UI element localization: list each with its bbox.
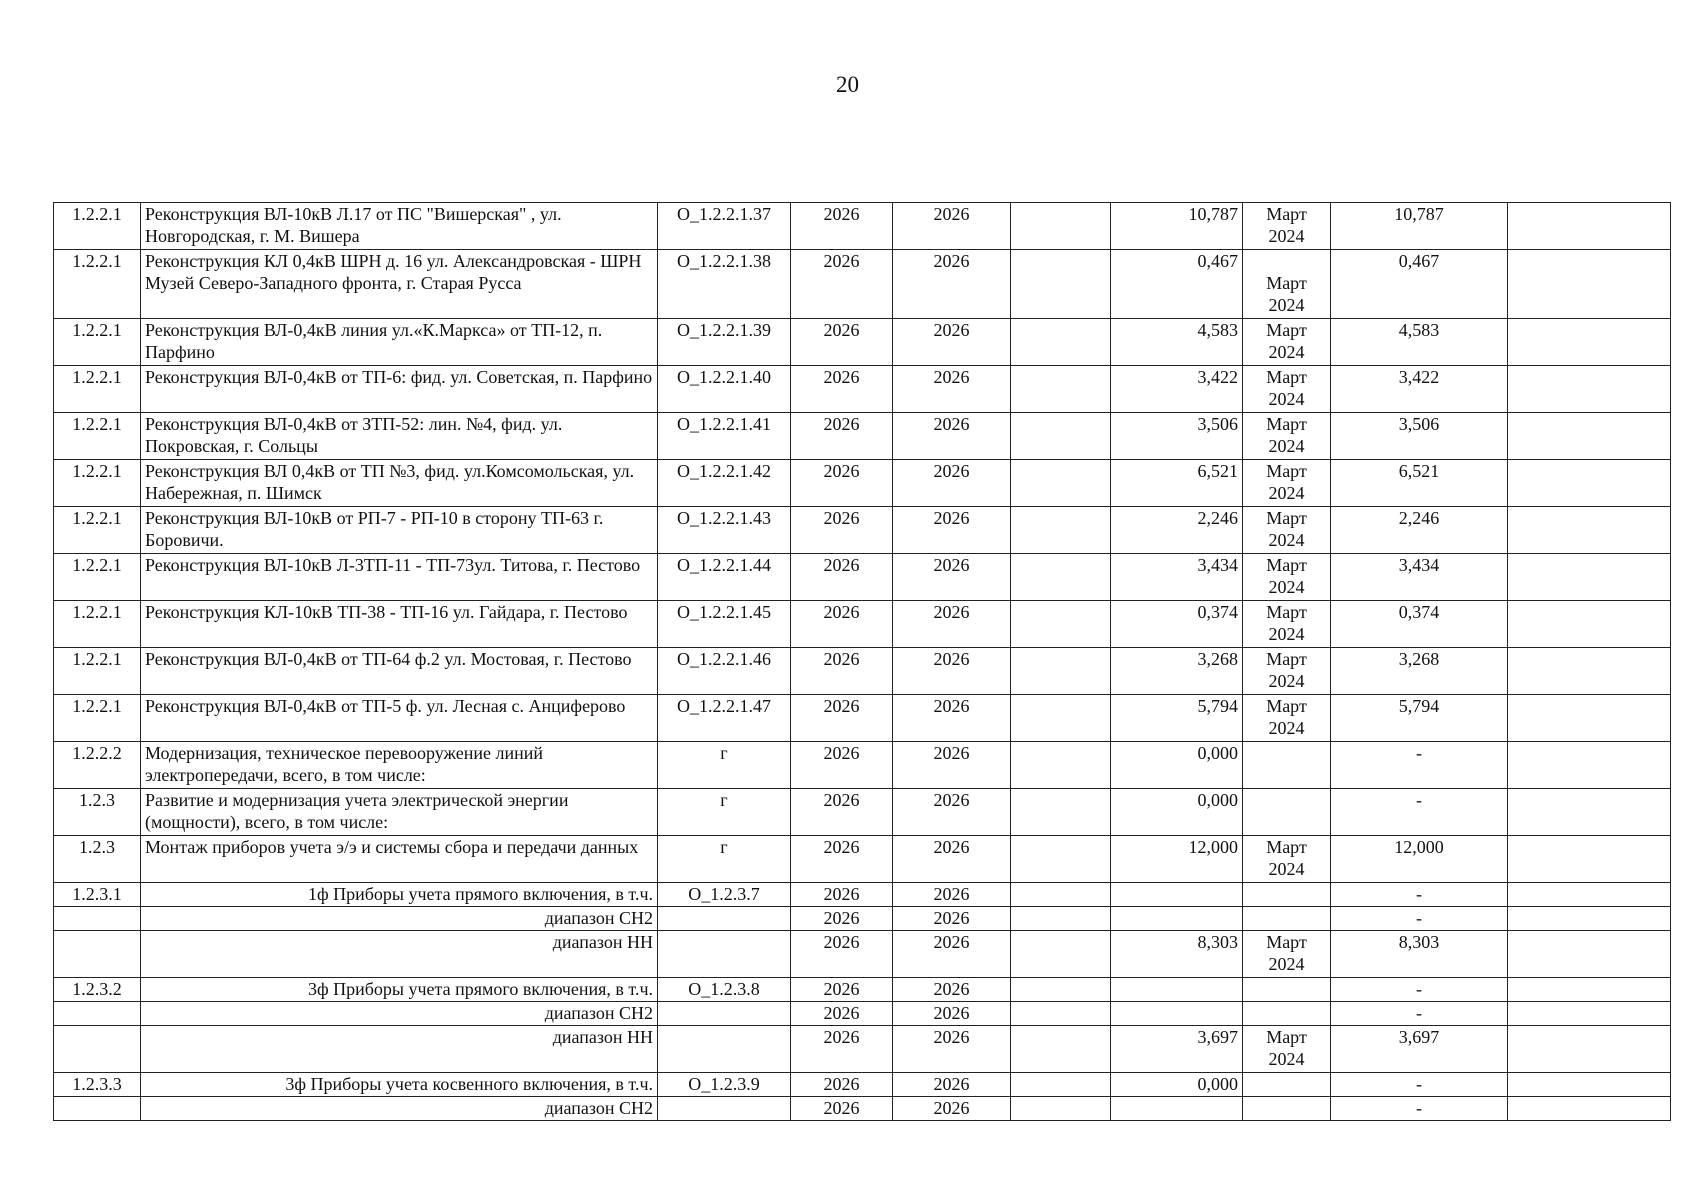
empty-cell (1508, 1097, 1671, 1121)
financing-value: - (1331, 1073, 1508, 1097)
financing-value: 2,246 (1331, 507, 1508, 554)
date-wrap (1247, 695, 1326, 739)
start-year: 2026 (791, 554, 893, 601)
end-year: 2026 (893, 413, 1011, 460)
row-value: 0,000 (1111, 742, 1243, 789)
end-year: 2026 (893, 883, 1011, 907)
row-name: Монтаж приборов учета э/э и системы сбора и передачи данных (141, 836, 658, 883)
empty-cell (1508, 695, 1671, 742)
end-year: 2026 (893, 648, 1011, 695)
row-code: О_1.2.2.1.47 (658, 695, 791, 742)
end-year: 2026 (893, 978, 1011, 1002)
financing-value: 3,506 (1331, 413, 1508, 460)
row-number (54, 907, 141, 931)
start-year: 2026 (791, 695, 893, 742)
empty-cell (1011, 907, 1111, 931)
financing-value: 12,000 (1331, 836, 1508, 883)
row-date (1243, 507, 1331, 554)
empty-cell (1508, 460, 1671, 507)
table-row (54, 789, 1671, 836)
empty-cell (1011, 460, 1111, 507)
end-year: 2026 (893, 742, 1011, 789)
empty-cell (1011, 1097, 1111, 1121)
date-month: Март (1266, 1027, 1307, 1047)
empty-cell (1011, 648, 1111, 695)
date-wrap (1247, 931, 1326, 975)
empty-cell (1011, 789, 1111, 836)
row-value: 3,506 (1111, 413, 1243, 460)
end-year: 2026 (893, 789, 1011, 836)
row-name: Реконструкция ВЛ 0,4кВ от ТП №3, фид. ул.Комсомольская, ул. Набережная, п. Шимск (141, 460, 658, 507)
row-value: 8,303 (1111, 931, 1243, 978)
date-month: Март (1266, 837, 1307, 857)
row-name: Реконструкция ВЛ-10кВ Л.17 от ПС "Вишерская" , ул. Новгородская, г. М. Вишера (141, 203, 658, 250)
date-year: 2024 (1268, 389, 1305, 409)
start-year: 2026 (791, 836, 893, 883)
row-name: Реконструкция ВЛ-0,4кВ от ТП-5 ф. ул. Лесная с. Анциферово (141, 695, 658, 742)
row-number: 1.2.3 (54, 789, 141, 836)
start-year: 2026 (791, 1097, 893, 1121)
financing-value: 5,794 (1331, 695, 1508, 742)
row-date (1243, 1073, 1331, 1097)
end-year: 2026 (893, 1097, 1011, 1121)
row-code: О_1.2.2.1.41 (658, 413, 791, 460)
row-value: 3,697 (1111, 1026, 1243, 1073)
date-year: 2024 (1268, 342, 1305, 362)
date-wrap (1247, 554, 1326, 598)
financing-value: - (1331, 978, 1508, 1002)
empty-cell (1508, 1073, 1671, 1097)
empty-cell (1011, 1026, 1111, 1073)
end-year: 2026 (893, 507, 1011, 554)
empty-cell (1011, 366, 1111, 413)
row-code (658, 1002, 791, 1026)
end-year: 2026 (893, 554, 1011, 601)
row-date (1243, 1002, 1331, 1026)
start-year: 2026 (791, 250, 893, 319)
table-row (54, 742, 1671, 789)
investment-program-table (53, 202, 1671, 1121)
row-number: 1.2.2.1 (54, 413, 141, 460)
date-year: 2024 (1268, 954, 1305, 974)
row-code: г (658, 789, 791, 836)
row-name: диапазон НН (141, 1026, 658, 1073)
row-name: 3ф Приборы учета косвенного включения, в т.ч. (141, 1073, 658, 1097)
date-month: Март (1266, 649, 1307, 669)
row-name: диапазон СН2 (141, 907, 658, 931)
row-number: 1.2.2.2 (54, 742, 141, 789)
row-date (1243, 460, 1331, 507)
date-month: Март (1266, 273, 1307, 293)
row-code: г (658, 836, 791, 883)
empty-cell (1508, 1026, 1671, 1073)
row-value (1111, 883, 1243, 907)
financing-value: - (1331, 1002, 1508, 1026)
row-code (658, 1026, 791, 1073)
row-value: 3,268 (1111, 648, 1243, 695)
date-wrap (1247, 1026, 1326, 1070)
empty-cell (1011, 1073, 1111, 1097)
start-year: 2026 (791, 460, 893, 507)
row-date (1243, 742, 1331, 789)
table-row (54, 1073, 1671, 1097)
end-year: 2026 (893, 695, 1011, 742)
start-year: 2026 (791, 742, 893, 789)
row-number (54, 931, 141, 978)
table-row (54, 907, 1671, 931)
row-name: Развитие и модернизация учета электрической энергии (мощности), всего, в том числе: (141, 789, 658, 836)
start-year: 2026 (791, 931, 893, 978)
empty-cell (1508, 319, 1671, 366)
row-date (1243, 1097, 1331, 1121)
empty-cell (1011, 507, 1111, 554)
empty-cell (1011, 554, 1111, 601)
financing-value: 10,787 (1331, 203, 1508, 250)
end-year: 2026 (893, 907, 1011, 931)
end-year: 2026 (893, 460, 1011, 507)
start-year: 2026 (791, 789, 893, 836)
date-wrap (1247, 507, 1326, 551)
row-number: 1.2.2.1 (54, 601, 141, 648)
date-month: Март (1266, 461, 1307, 481)
end-year: 2026 (893, 601, 1011, 648)
date-wrap (1247, 250, 1326, 316)
financing-value: - (1331, 742, 1508, 789)
empty-cell (1508, 978, 1671, 1002)
row-code: О_1.2.3.9 (658, 1073, 791, 1097)
row-name: диапазон НН (141, 931, 658, 978)
row-number: 1.2.2.1 (54, 460, 141, 507)
row-value (1111, 978, 1243, 1002)
row-name: Реконструкция КЛ 0,4кВ ШРН д. 16 ул. Александровская - ШРН Музей Северо-Западного фронта, г. Старая Русса (141, 250, 658, 319)
empty-cell (1011, 883, 1111, 907)
row-code: О_1.2.2.1.46 (658, 648, 791, 695)
end-year: 2026 (893, 1073, 1011, 1097)
table-row (54, 695, 1671, 742)
empty-cell (1508, 250, 1671, 319)
row-code: О_1.2.2.1.40 (658, 366, 791, 413)
row-value (1111, 907, 1243, 931)
row-number: 1.2.2.1 (54, 695, 141, 742)
start-year: 2026 (791, 907, 893, 931)
row-number: 1.2.2.1 (54, 366, 141, 413)
financing-value: 3,422 (1331, 366, 1508, 413)
date-month: Март (1266, 602, 1307, 622)
row-value: 12,000 (1111, 836, 1243, 883)
row-date (1243, 907, 1331, 931)
empty-cell (1508, 554, 1671, 601)
row-name: Модернизация, техническое перевооружение линий электропередачи, всего, в том числе: (141, 742, 658, 789)
row-date (1243, 789, 1331, 836)
row-code: О_1.2.3.7 (658, 883, 791, 907)
financing-value: - (1331, 907, 1508, 931)
empty-cell (1508, 366, 1671, 413)
row-name: Реконструкция ВЛ-0,4кВ от ТП-6: фид. ул. Советская, п. Парфино (141, 366, 658, 413)
row-value: 3,422 (1111, 366, 1243, 413)
financing-value: 0,467 (1331, 250, 1508, 319)
row-value: 0,000 (1111, 789, 1243, 836)
table-row (54, 1026, 1671, 1073)
date-wrap (1247, 460, 1326, 504)
empty-cell (1011, 1002, 1111, 1026)
date-year: 2024 (1268, 483, 1305, 503)
row-code (658, 931, 791, 978)
date-wrap (1247, 203, 1326, 247)
row-number: 1.2.2.1 (54, 319, 141, 366)
row-value: 5,794 (1111, 695, 1243, 742)
row-date (1243, 203, 1331, 250)
date-wrap (1247, 366, 1326, 410)
empty-cell (1011, 742, 1111, 789)
empty-cell (1508, 931, 1671, 978)
row-number: 1.2.2.1 (54, 203, 141, 250)
date-month: Март (1266, 696, 1307, 716)
end-year: 2026 (893, 319, 1011, 366)
empty-cell (1508, 601, 1671, 648)
row-code: О_1.2.2.1.38 (658, 250, 791, 319)
row-value: 10,787 (1111, 203, 1243, 250)
table-row (54, 883, 1671, 907)
table-row (54, 366, 1671, 413)
row-date (1243, 648, 1331, 695)
row-value: 0,374 (1111, 601, 1243, 648)
row-number: 1.2.3.3 (54, 1073, 141, 1097)
date-year: 2024 (1268, 577, 1305, 597)
empty-cell (1011, 836, 1111, 883)
row-date (1243, 836, 1331, 883)
end-year: 2026 (893, 836, 1011, 883)
empty-cell (1508, 648, 1671, 695)
date-year: 2024 (1268, 718, 1305, 738)
date-month: Март (1266, 367, 1307, 387)
row-value: 0,000 (1111, 1073, 1243, 1097)
row-code (658, 907, 791, 931)
table-row (54, 203, 1671, 250)
row-date (1243, 319, 1331, 366)
table-body (54, 203, 1671, 1121)
row-name: Реконструкция ВЛ-10кВ от РП-7 - РП-10 в сторону ТП-63 г. Боровичи. (141, 507, 658, 554)
start-year: 2026 (791, 648, 893, 695)
row-value: 4,583 (1111, 319, 1243, 366)
row-number: 1.2.2.1 (54, 554, 141, 601)
page-number: 20 (836, 72, 859, 97)
row-name: диапазон СН2 (141, 1002, 658, 1026)
start-year: 2026 (791, 1026, 893, 1073)
table-row (54, 601, 1671, 648)
empty-cell (1011, 413, 1111, 460)
table-row (54, 648, 1671, 695)
table-row (54, 978, 1671, 1002)
empty-cell (1011, 319, 1111, 366)
empty-cell (1011, 601, 1111, 648)
table-row (54, 319, 1671, 366)
empty-cell (1508, 203, 1671, 250)
row-number: 1.2.3.1 (54, 883, 141, 907)
end-year: 2026 (893, 203, 1011, 250)
financing-value: 3,434 (1331, 554, 1508, 601)
end-year: 2026 (893, 1026, 1011, 1073)
empty-cell (1011, 978, 1111, 1002)
row-number (54, 1097, 141, 1121)
financing-value: - (1331, 1097, 1508, 1121)
table-row (54, 250, 1671, 319)
date-month: Март (1266, 414, 1307, 434)
financing-value: 3,268 (1331, 648, 1508, 695)
row-name: 3ф Приборы учета прямого включения, в т.ч. (141, 978, 658, 1002)
start-year: 2026 (791, 319, 893, 366)
financing-value: 6,521 (1331, 460, 1508, 507)
date-month: Март (1266, 204, 1307, 224)
row-code: О_1.2.2.1.44 (658, 554, 791, 601)
financing-value: - (1331, 789, 1508, 836)
financing-value: 0,374 (1331, 601, 1508, 648)
date-wrap (1247, 413, 1326, 457)
start-year: 2026 (791, 1073, 893, 1097)
start-year: 2026 (791, 203, 893, 250)
table-row (54, 931, 1671, 978)
row-date (1243, 695, 1331, 742)
row-name: 1ф Приборы учета прямого включения, в т.ч. (141, 883, 658, 907)
date-year: 2024 (1268, 1049, 1305, 1069)
row-code: О_1.2.2.1.45 (658, 601, 791, 648)
end-year: 2026 (893, 931, 1011, 978)
empty-cell (1508, 836, 1671, 883)
row-name: Реконструкция ВЛ-0,4кВ линия ул.«К.Маркса» от ТП-12, п. Парфино (141, 319, 658, 366)
row-date (1243, 366, 1331, 413)
empty-cell (1508, 789, 1671, 836)
empty-cell (1011, 203, 1111, 250)
row-value (1111, 1002, 1243, 1026)
row-name: Реконструкция ВЛ-0,4кВ от ТП-64 ф.2 ул. Мостовая, г. Пестово (141, 648, 658, 695)
date-year: 2024 (1268, 436, 1305, 456)
empty-cell (1508, 1002, 1671, 1026)
row-number: 1.2.2.1 (54, 507, 141, 554)
row-value: 6,521 (1111, 460, 1243, 507)
date-year: 2024 (1268, 624, 1305, 644)
row-code: О_1.2.2.1.39 (658, 319, 791, 366)
row-date (1243, 554, 1331, 601)
date-month: Март (1266, 320, 1307, 340)
financing-value: - (1331, 883, 1508, 907)
date-year: 2024 (1268, 671, 1305, 691)
row-number: 1.2.3 (54, 836, 141, 883)
date-month: Март (1266, 932, 1307, 952)
row-code: О_1.2.2.1.37 (658, 203, 791, 250)
empty-cell (1011, 250, 1111, 319)
row-code (658, 1097, 791, 1121)
row-number: 1.2.3.2 (54, 978, 141, 1002)
row-code: О_1.2.3.8 (658, 978, 791, 1002)
row-date (1243, 250, 1331, 319)
table-row (54, 507, 1671, 554)
end-year: 2026 (893, 250, 1011, 319)
date-year: 2024 (1268, 859, 1305, 879)
row-date (1243, 931, 1331, 978)
row-date (1243, 978, 1331, 1002)
row-number (54, 1002, 141, 1026)
date-month: Март (1266, 508, 1307, 528)
row-value: 0,467 (1111, 250, 1243, 319)
table-row (54, 1002, 1671, 1026)
row-date (1243, 601, 1331, 648)
table-row (54, 554, 1671, 601)
row-number: 1.2.2.1 (54, 250, 141, 319)
date-year: 2024 (1268, 226, 1305, 246)
empty-cell (1508, 907, 1671, 931)
row-value: 2,246 (1111, 507, 1243, 554)
date-wrap (1247, 319, 1326, 363)
date-wrap (1247, 836, 1326, 880)
start-year: 2026 (791, 883, 893, 907)
table-row (54, 413, 1671, 460)
empty-cell (1508, 883, 1671, 907)
table-row (54, 460, 1671, 507)
empty-cell (1508, 413, 1671, 460)
empty-cell (1011, 695, 1111, 742)
row-number: 1.2.2.1 (54, 648, 141, 695)
start-year: 2026 (791, 507, 893, 554)
start-year: 2026 (791, 1002, 893, 1026)
end-year: 2026 (893, 366, 1011, 413)
date-wrap (1247, 601, 1326, 645)
table-row (54, 836, 1671, 883)
row-date (1243, 883, 1331, 907)
row-date (1243, 413, 1331, 460)
end-year: 2026 (893, 1002, 1011, 1026)
date-year: 2024 (1268, 295, 1305, 315)
row-code: О_1.2.2.1.43 (658, 507, 791, 554)
start-year: 2026 (791, 601, 893, 648)
row-value (1111, 1097, 1243, 1121)
start-year: 2026 (791, 413, 893, 460)
date-year: 2024 (1268, 530, 1305, 550)
row-name: Реконструкция КЛ-10кВ ТП-38 - ТП-16 ул. Гайдара, г. Пестово (141, 601, 658, 648)
start-year: 2026 (791, 978, 893, 1002)
financing-value: 3,697 (1331, 1026, 1508, 1073)
row-value: 3,434 (1111, 554, 1243, 601)
empty-cell (1508, 507, 1671, 554)
empty-cell (1508, 742, 1671, 789)
row-name: Реконструкция ВЛ-0,4кВ от ЗТП-52: лин. №4, фид. ул. Покровская, г. Сольцы (141, 413, 658, 460)
row-code: г (658, 742, 791, 789)
date-month: Март (1266, 555, 1307, 575)
financing-value: 4,583 (1331, 319, 1508, 366)
row-date (1243, 1026, 1331, 1073)
row-code: О_1.2.2.1.42 (658, 460, 791, 507)
financing-value: 8,303 (1331, 931, 1508, 978)
row-name: Реконструкция ВЛ-10кВ Л-3ТП-11 - ТП-73ул. Титова, г. Пестово (141, 554, 658, 601)
empty-cell (1011, 931, 1111, 978)
row-name: диапазон СН2 (141, 1097, 658, 1121)
date-wrap (1247, 648, 1326, 692)
table-row (54, 1097, 1671, 1121)
start-year: 2026 (791, 366, 893, 413)
row-number (54, 1026, 141, 1073)
